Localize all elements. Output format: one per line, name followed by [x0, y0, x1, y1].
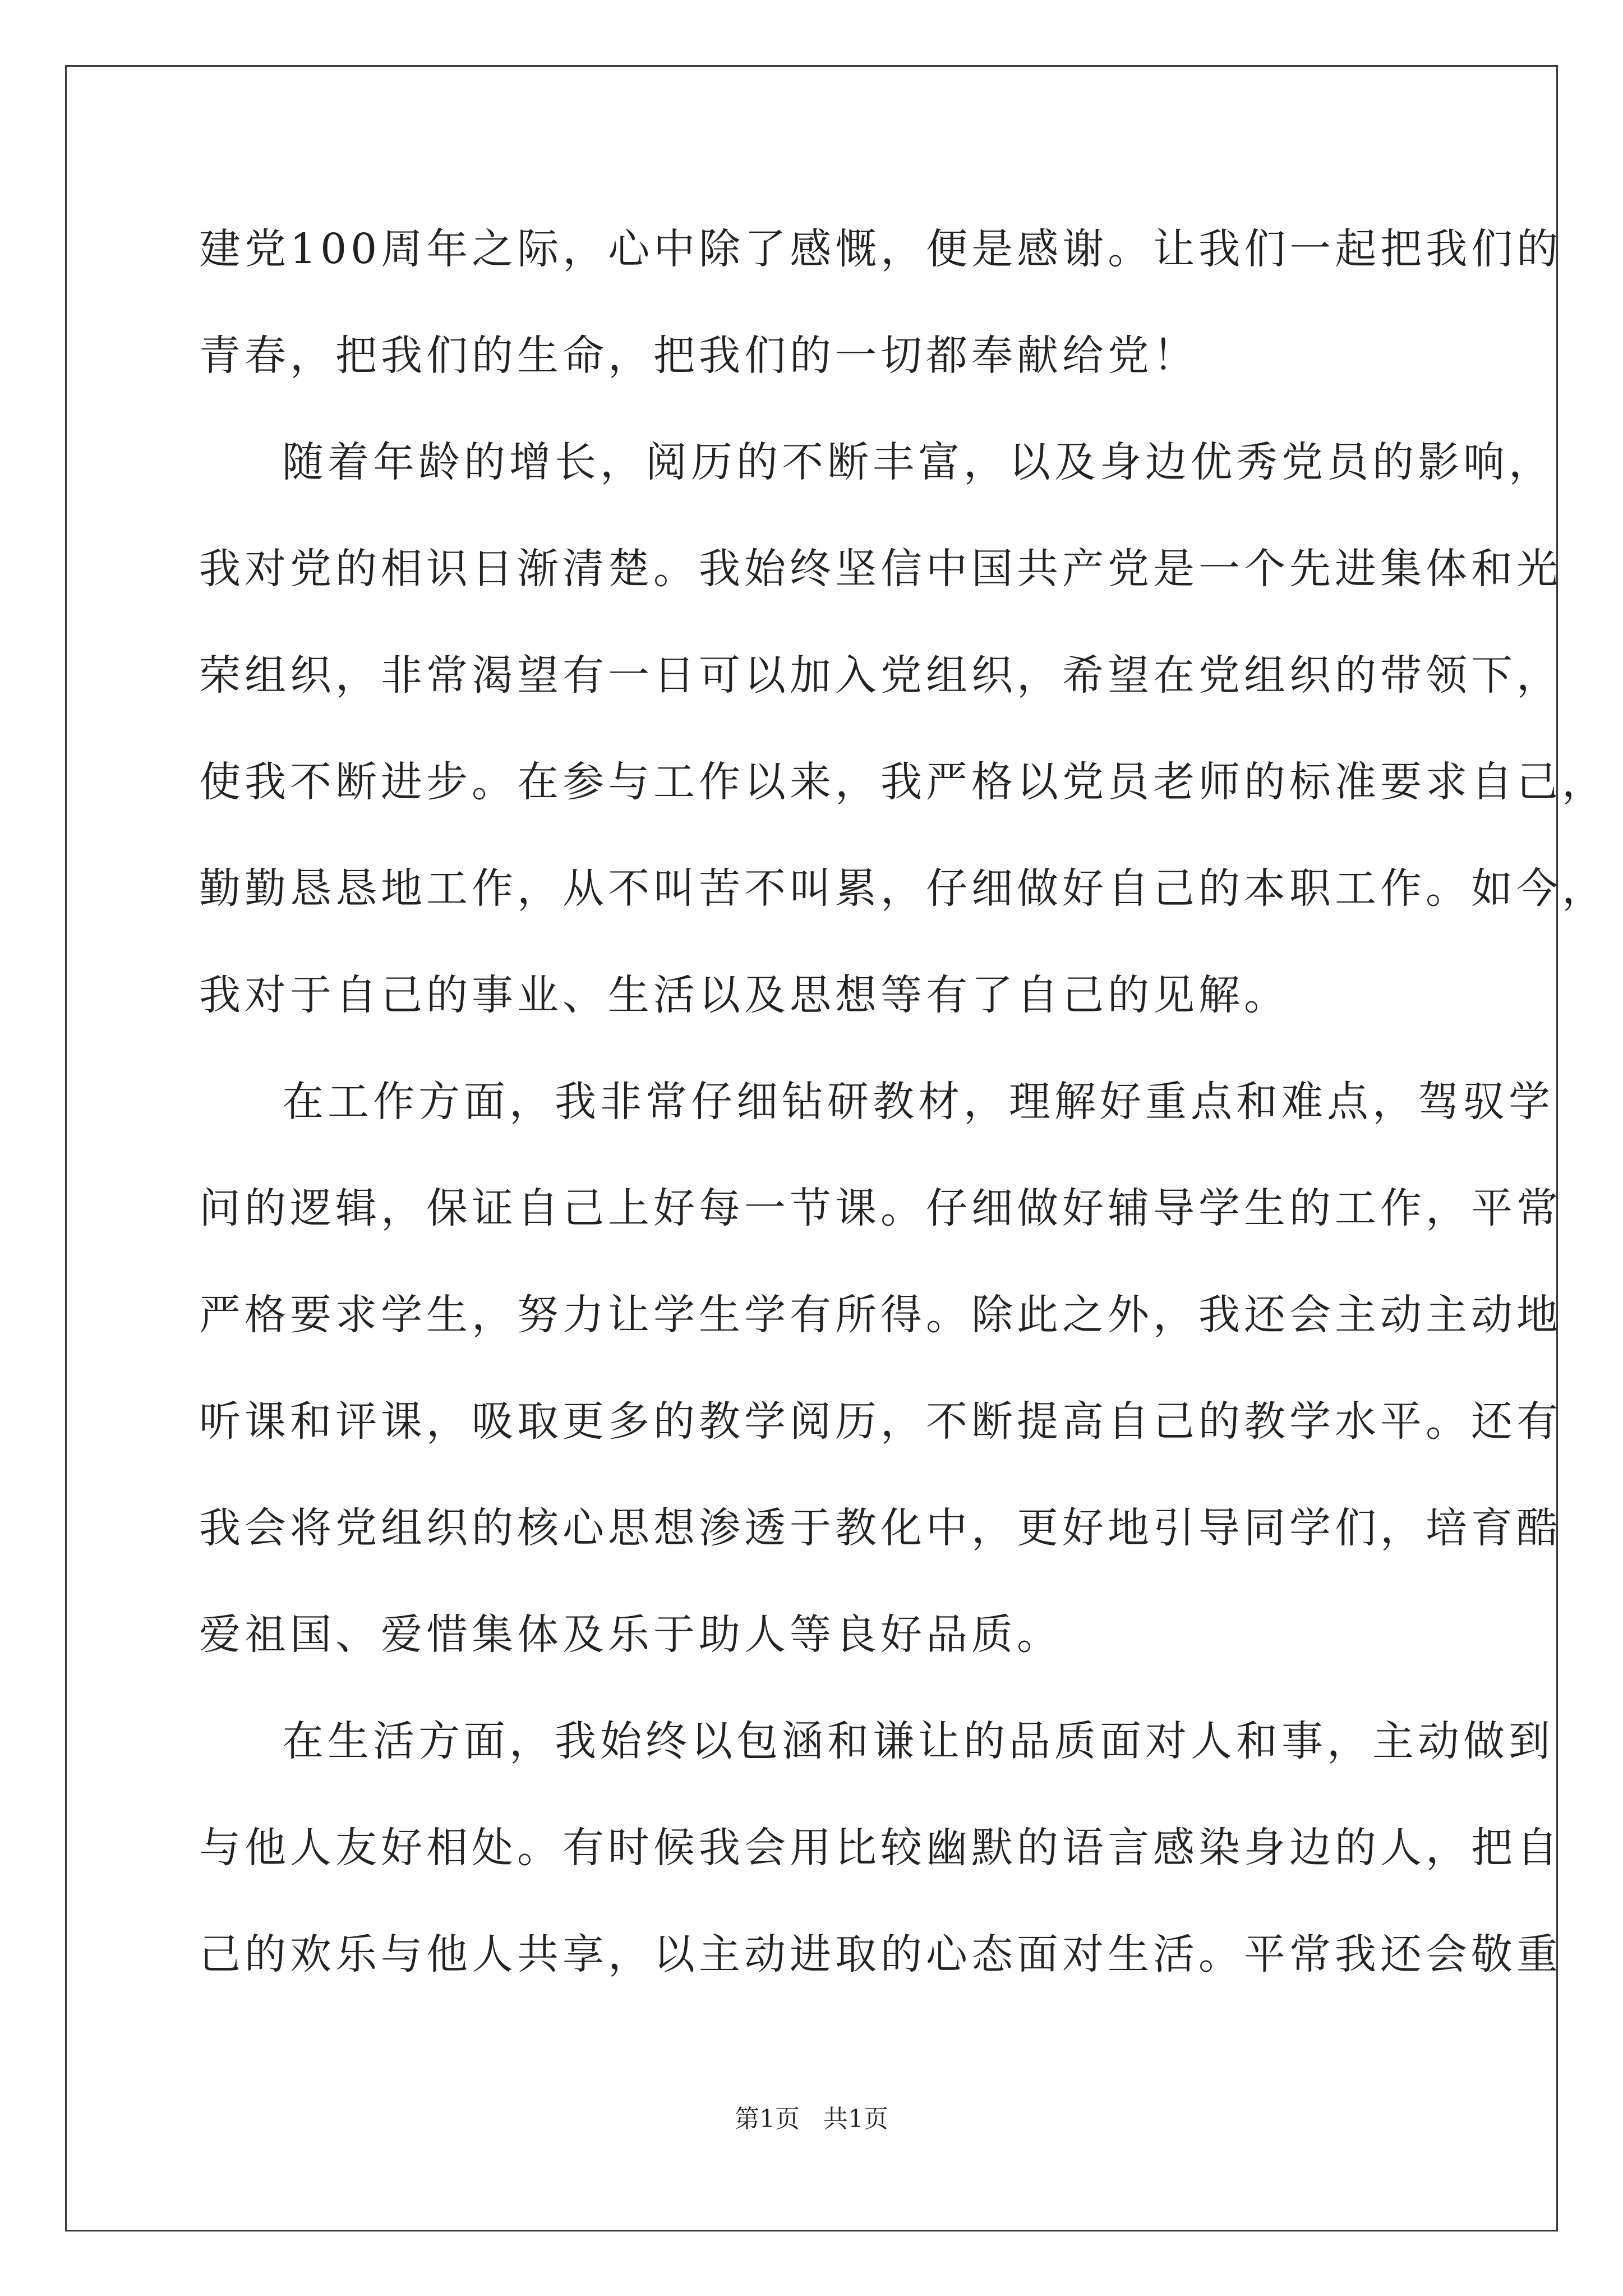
text-line: 己的欢乐与他人共享，以主动进取的心态面对生活。平常我还会敬重 — [199, 1930, 1562, 1978]
page-footer — [0, 2102, 1623, 2136]
text-line: 青春，把我们的生命，把我们的一切都奉献给党！ — [199, 332, 1198, 380]
text-line: 爱祖国、爱惜集体及乐于助人等良好品质。 — [199, 1611, 1062, 1659]
page-number: 第1页 — [735, 2105, 800, 2133]
text-line: 我对于自己的事业、生活以及思想等有了自己的见解。 — [199, 971, 1289, 1019]
page-total: 共1页 — [823, 2105, 888, 2133]
text-line: 与他人友好相处。有时候我会用比较幽默的语言感染身边的人，把自 — [199, 1824, 1562, 1872]
text-line: 建党100周年之际，心中除了感慨，便是感谢。让我们一起把我们的 — [199, 225, 1562, 273]
text-line: 在生活方面，我始终以包涵和谦让的品质面对人和事，主动做到 — [282, 1717, 1554, 1765]
document-body — [199, 216, 1607, 2028]
text-line: 荣组织，非常渴望有一日可以加入党组织，希望在党组织的带领下， — [199, 651, 1562, 700]
text-line: 在工作方面，我非常仔细钻研教材，理解好重点和难点，驾驭学 — [282, 1078, 1554, 1126]
text-line: 严格要求学生，努力让学生学有所得。除此之外，我还会主动主动地 — [199, 1291, 1562, 1339]
text-line: 我会将党组织的核心思想渗透于教化中，更好地引导同学们，培育酷 — [199, 1504, 1562, 1552]
text-line: 随着年龄的增长，阅历的不断丰富，以及身边优秀党员的影响， — [282, 438, 1554, 486]
text-line: 听课和评课，吸取更多的教学阅历，不断提高自己的教学水平。还有 — [199, 1397, 1562, 1446]
text-line: 我对党的相识日渐清楚。我始终坚信中国共产党是一个先进集体和光 — [199, 545, 1562, 593]
text-line: 勤勤恳恳地工作，从不叫苦不叫累，仔细做好自己的本职工作。如今， — [199, 864, 1607, 913]
text-line: 使我不断进步。在参与工作以来，我严格以党员老师的标准要求自己， — [199, 758, 1607, 806]
text-line: 问的逻辑，保证自己上好每一节课。仔细做好辅导学生的工作，平常 — [199, 1184, 1562, 1232]
